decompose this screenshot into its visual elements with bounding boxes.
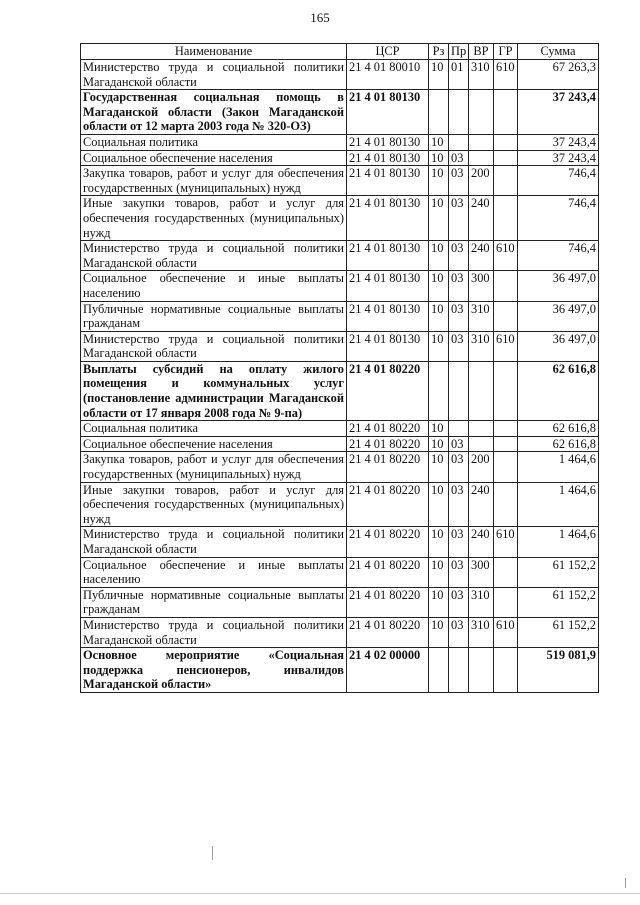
cell-name: Закупка товаров, работ и услуг для обеспечения государственных (муниципальных) нужд <box>81 452 347 482</box>
cell-gr <box>494 166 518 196</box>
cell-pr: 03 <box>449 331 469 361</box>
budget-table <box>80 43 599 693</box>
cell-sum: 746,4 <box>518 241 599 271</box>
cell-vr: 240 <box>469 527 494 557</box>
cell-sum: 36 497,0 <box>518 271 599 301</box>
cell-name: Министерство труда и социальной политики Магаданской области <box>81 60 347 90</box>
cell-name: Социальное обеспечение и иные выплаты населению <box>81 557 347 587</box>
cell-vr: 300 <box>469 271 494 301</box>
cell-gr: 610 <box>494 527 518 557</box>
cell-name: Социальная политика <box>81 421 347 437</box>
table-row <box>81 90 599 135</box>
cell-csr: 21 4 01 80220 <box>347 617 429 647</box>
cell-gr <box>494 436 518 452</box>
table-row <box>81 196 599 241</box>
cell-name: Иные закупки товаров, работ и услуг для обеспечения государственных (муниципальных) нужд <box>81 196 347 241</box>
scan-speck <box>625 878 626 888</box>
cell-sum: 61 152,2 <box>518 587 599 617</box>
cell-csr: 21 4 01 80220 <box>347 587 429 617</box>
cell-csr: 21 4 01 80130 <box>347 134 429 150</box>
cell-gr <box>494 301 518 331</box>
table-row <box>81 150 599 166</box>
cell-rz: 10 <box>429 421 449 437</box>
cell-rz: 10 <box>429 60 449 90</box>
header-csr: ЦСР <box>347 44 429 60</box>
cell-sum: 61 152,2 <box>518 557 599 587</box>
cell-csr: 21 4 01 80220 <box>347 361 429 420</box>
cell-sum: 62 616,8 <box>518 436 599 452</box>
cell-pr <box>449 421 469 437</box>
cell-gr <box>494 361 518 420</box>
cell-name: Иные закупки товаров, работ и услуг для обеспечения государственных (муниципальных) нужд <box>81 482 347 527</box>
cell-name: Закупка товаров, работ и услуг для обеспечения государственных (муниципальных) нужд <box>81 166 347 196</box>
header-gr: ГР <box>494 44 518 60</box>
cell-csr: 21 4 01 80130 <box>347 271 429 301</box>
cell-sum: 62 616,8 <box>518 421 599 437</box>
table-row <box>81 617 599 647</box>
cell-gr <box>494 196 518 241</box>
table-row <box>81 557 599 587</box>
cell-csr: 21 4 01 80130 <box>347 196 429 241</box>
cell-sum: 746,4 <box>518 196 599 241</box>
cell-vr: 310 <box>469 617 494 647</box>
table-row <box>81 452 599 482</box>
scan-speck <box>212 846 213 860</box>
cell-vr: 310 <box>469 331 494 361</box>
cell-vr <box>469 361 494 420</box>
table-row <box>81 60 599 90</box>
cell-csr: 21 4 01 80130 <box>347 166 429 196</box>
cell-rz <box>429 361 449 420</box>
cell-sum: 1 464,6 <box>518 452 599 482</box>
table-row <box>81 361 599 420</box>
cell-pr: 03 <box>449 436 469 452</box>
table-row <box>81 271 599 301</box>
cell-pr: 03 <box>449 617 469 647</box>
cell-name: Социальное обеспечение и иные выплаты населению <box>81 271 347 301</box>
header-sum: Сумма <box>518 44 599 60</box>
cell-vr <box>469 421 494 437</box>
table-row <box>81 421 599 437</box>
cell-rz: 10 <box>429 166 449 196</box>
cell-csr: 21 4 01 80220 <box>347 557 429 587</box>
cell-pr: 03 <box>449 527 469 557</box>
cell-gr <box>494 134 518 150</box>
cell-sum: 519 081,9 <box>518 648 599 693</box>
table-body <box>81 60 599 693</box>
cell-name: Социальное обеспечение населения <box>81 436 347 452</box>
cell-pr: 03 <box>449 482 469 527</box>
cell-pr: 01 <box>449 60 469 90</box>
cell-vr: 300 <box>469 557 494 587</box>
cell-sum: 62 616,8 <box>518 361 599 420</box>
cell-name: Социальное обеспечение населения <box>81 150 347 166</box>
cell-pr: 03 <box>449 166 469 196</box>
cell-sum: 37 243,4 <box>518 90 599 135</box>
cell-csr: 21 4 01 80130 <box>347 301 429 331</box>
cell-pr: 03 <box>449 452 469 482</box>
header-rz: Рз <box>429 44 449 60</box>
cell-sum: 37 243,4 <box>518 150 599 166</box>
cell-csr: 21 4 01 80220 <box>347 527 429 557</box>
cell-vr: 200 <box>469 166 494 196</box>
cell-vr: 240 <box>469 241 494 271</box>
cell-rz: 10 <box>429 196 449 241</box>
cell-csr: 21 4 01 80130 <box>347 90 429 135</box>
cell-vr: 200 <box>469 452 494 482</box>
cell-gr <box>494 482 518 527</box>
table-row <box>81 648 599 693</box>
cell-gr: 610 <box>494 60 518 90</box>
header-vr: ВР <box>469 44 494 60</box>
cell-rz <box>429 90 449 135</box>
cell-pr: 03 <box>449 241 469 271</box>
cell-rz: 10 <box>429 587 449 617</box>
cell-rz: 10 <box>429 241 449 271</box>
cell-csr: 21 4 02 00000 <box>347 648 429 693</box>
cell-name: Публичные нормативные социальные выплаты гражданам <box>81 587 347 617</box>
header-pr: Пр <box>449 44 469 60</box>
cell-name: Министерство труда и социальной политики Магаданской области <box>81 241 347 271</box>
cell-sum: 36 497,0 <box>518 331 599 361</box>
cell-name: Министерство труда и социальной политики Магаданской области <box>81 527 347 557</box>
cell-rz: 10 <box>429 134 449 150</box>
cell-csr: 21 4 01 80220 <box>347 436 429 452</box>
table-row <box>81 166 599 196</box>
cell-vr: 240 <box>469 482 494 527</box>
cell-name: Министерство труда и социальной политики Магаданской области <box>81 331 347 361</box>
cell-name: Выплаты субсидий на оплату жилого помещения и коммунальных услуг (постановление администрации Магаданской области от 17 января 2008 года № 9-па) <box>81 361 347 420</box>
cell-pr <box>449 134 469 150</box>
cell-name: Социальная политика <box>81 134 347 150</box>
cell-name: Основное мероприятие «Социальная поддержка пенсионеров, инвалидов Магаданской области» <box>81 648 347 693</box>
cell-name: Публичные нормативные социальные выплаты гражданам <box>81 301 347 331</box>
cell-sum: 1 464,6 <box>518 527 599 557</box>
cell-csr: 21 4 01 80130 <box>347 331 429 361</box>
cell-pr: 03 <box>449 271 469 301</box>
cell-csr: 21 4 01 80220 <box>347 482 429 527</box>
cell-gr: 610 <box>494 617 518 647</box>
cell-sum: 67 263,3 <box>518 60 599 90</box>
table-row <box>81 587 599 617</box>
table-row <box>81 331 599 361</box>
table-header-row <box>81 44 599 60</box>
cell-pr: 03 <box>449 196 469 241</box>
cell-vr <box>469 648 494 693</box>
cell-gr: 610 <box>494 241 518 271</box>
cell-rz: 10 <box>429 271 449 301</box>
cell-name: Министерство труда и социальной политики Магаданской области <box>81 617 347 647</box>
header-name: Наименование <box>81 44 347 60</box>
table-row <box>81 527 599 557</box>
cell-rz: 10 <box>429 301 449 331</box>
cell-gr <box>494 648 518 693</box>
cell-rz: 10 <box>429 557 449 587</box>
cell-sum: 36 497,0 <box>518 301 599 331</box>
cell-gr <box>494 90 518 135</box>
cell-csr: 21 4 01 80220 <box>347 452 429 482</box>
table-row <box>81 436 599 452</box>
table-row <box>81 301 599 331</box>
cell-rz: 10 <box>429 150 449 166</box>
cell-csr: 21 4 01 80220 <box>347 421 429 437</box>
cell-gr <box>494 452 518 482</box>
cell-vr: 310 <box>469 587 494 617</box>
cell-vr <box>469 150 494 166</box>
cell-sum: 746,4 <box>518 166 599 196</box>
cell-pr <box>449 361 469 420</box>
cell-pr: 03 <box>449 557 469 587</box>
page-bottom-edge <box>0 893 640 894</box>
cell-vr: 310 <box>469 301 494 331</box>
cell-rz <box>429 648 449 693</box>
cell-vr: 310 <box>469 60 494 90</box>
cell-csr: 21 4 01 80010 <box>347 60 429 90</box>
cell-gr <box>494 150 518 166</box>
cell-sum: 37 243,4 <box>518 134 599 150</box>
cell-gr <box>494 557 518 587</box>
cell-pr <box>449 90 469 135</box>
cell-rz: 10 <box>429 452 449 482</box>
page-number: 165 <box>310 10 330 25</box>
cell-csr: 21 4 01 80130 <box>347 241 429 271</box>
cell-pr <box>449 648 469 693</box>
cell-name: Государственная социальная помощь в Магаданской области (Закон Магаданской области от 12 марта 2003 года № 320-ОЗ) <box>81 90 347 135</box>
cell-pr: 03 <box>449 301 469 331</box>
cell-rz: 10 <box>429 436 449 452</box>
cell-gr <box>494 587 518 617</box>
cell-rz: 10 <box>429 617 449 647</box>
cell-pr: 03 <box>449 150 469 166</box>
cell-gr: 610 <box>494 331 518 361</box>
cell-rz: 10 <box>429 331 449 361</box>
table-row <box>81 134 599 150</box>
cell-rz: 10 <box>429 527 449 557</box>
cell-sum: 1 464,6 <box>518 482 599 527</box>
cell-vr <box>469 134 494 150</box>
cell-pr: 03 <box>449 587 469 617</box>
cell-rz: 10 <box>429 482 449 527</box>
cell-gr <box>494 421 518 437</box>
table-row <box>81 241 599 271</box>
cell-sum: 61 152,2 <box>518 617 599 647</box>
cell-gr <box>494 271 518 301</box>
cell-vr <box>469 436 494 452</box>
cell-csr: 21 4 01 80130 <box>347 150 429 166</box>
table-row <box>81 482 599 527</box>
cell-vr: 240 <box>469 196 494 241</box>
cell-vr <box>469 90 494 135</box>
